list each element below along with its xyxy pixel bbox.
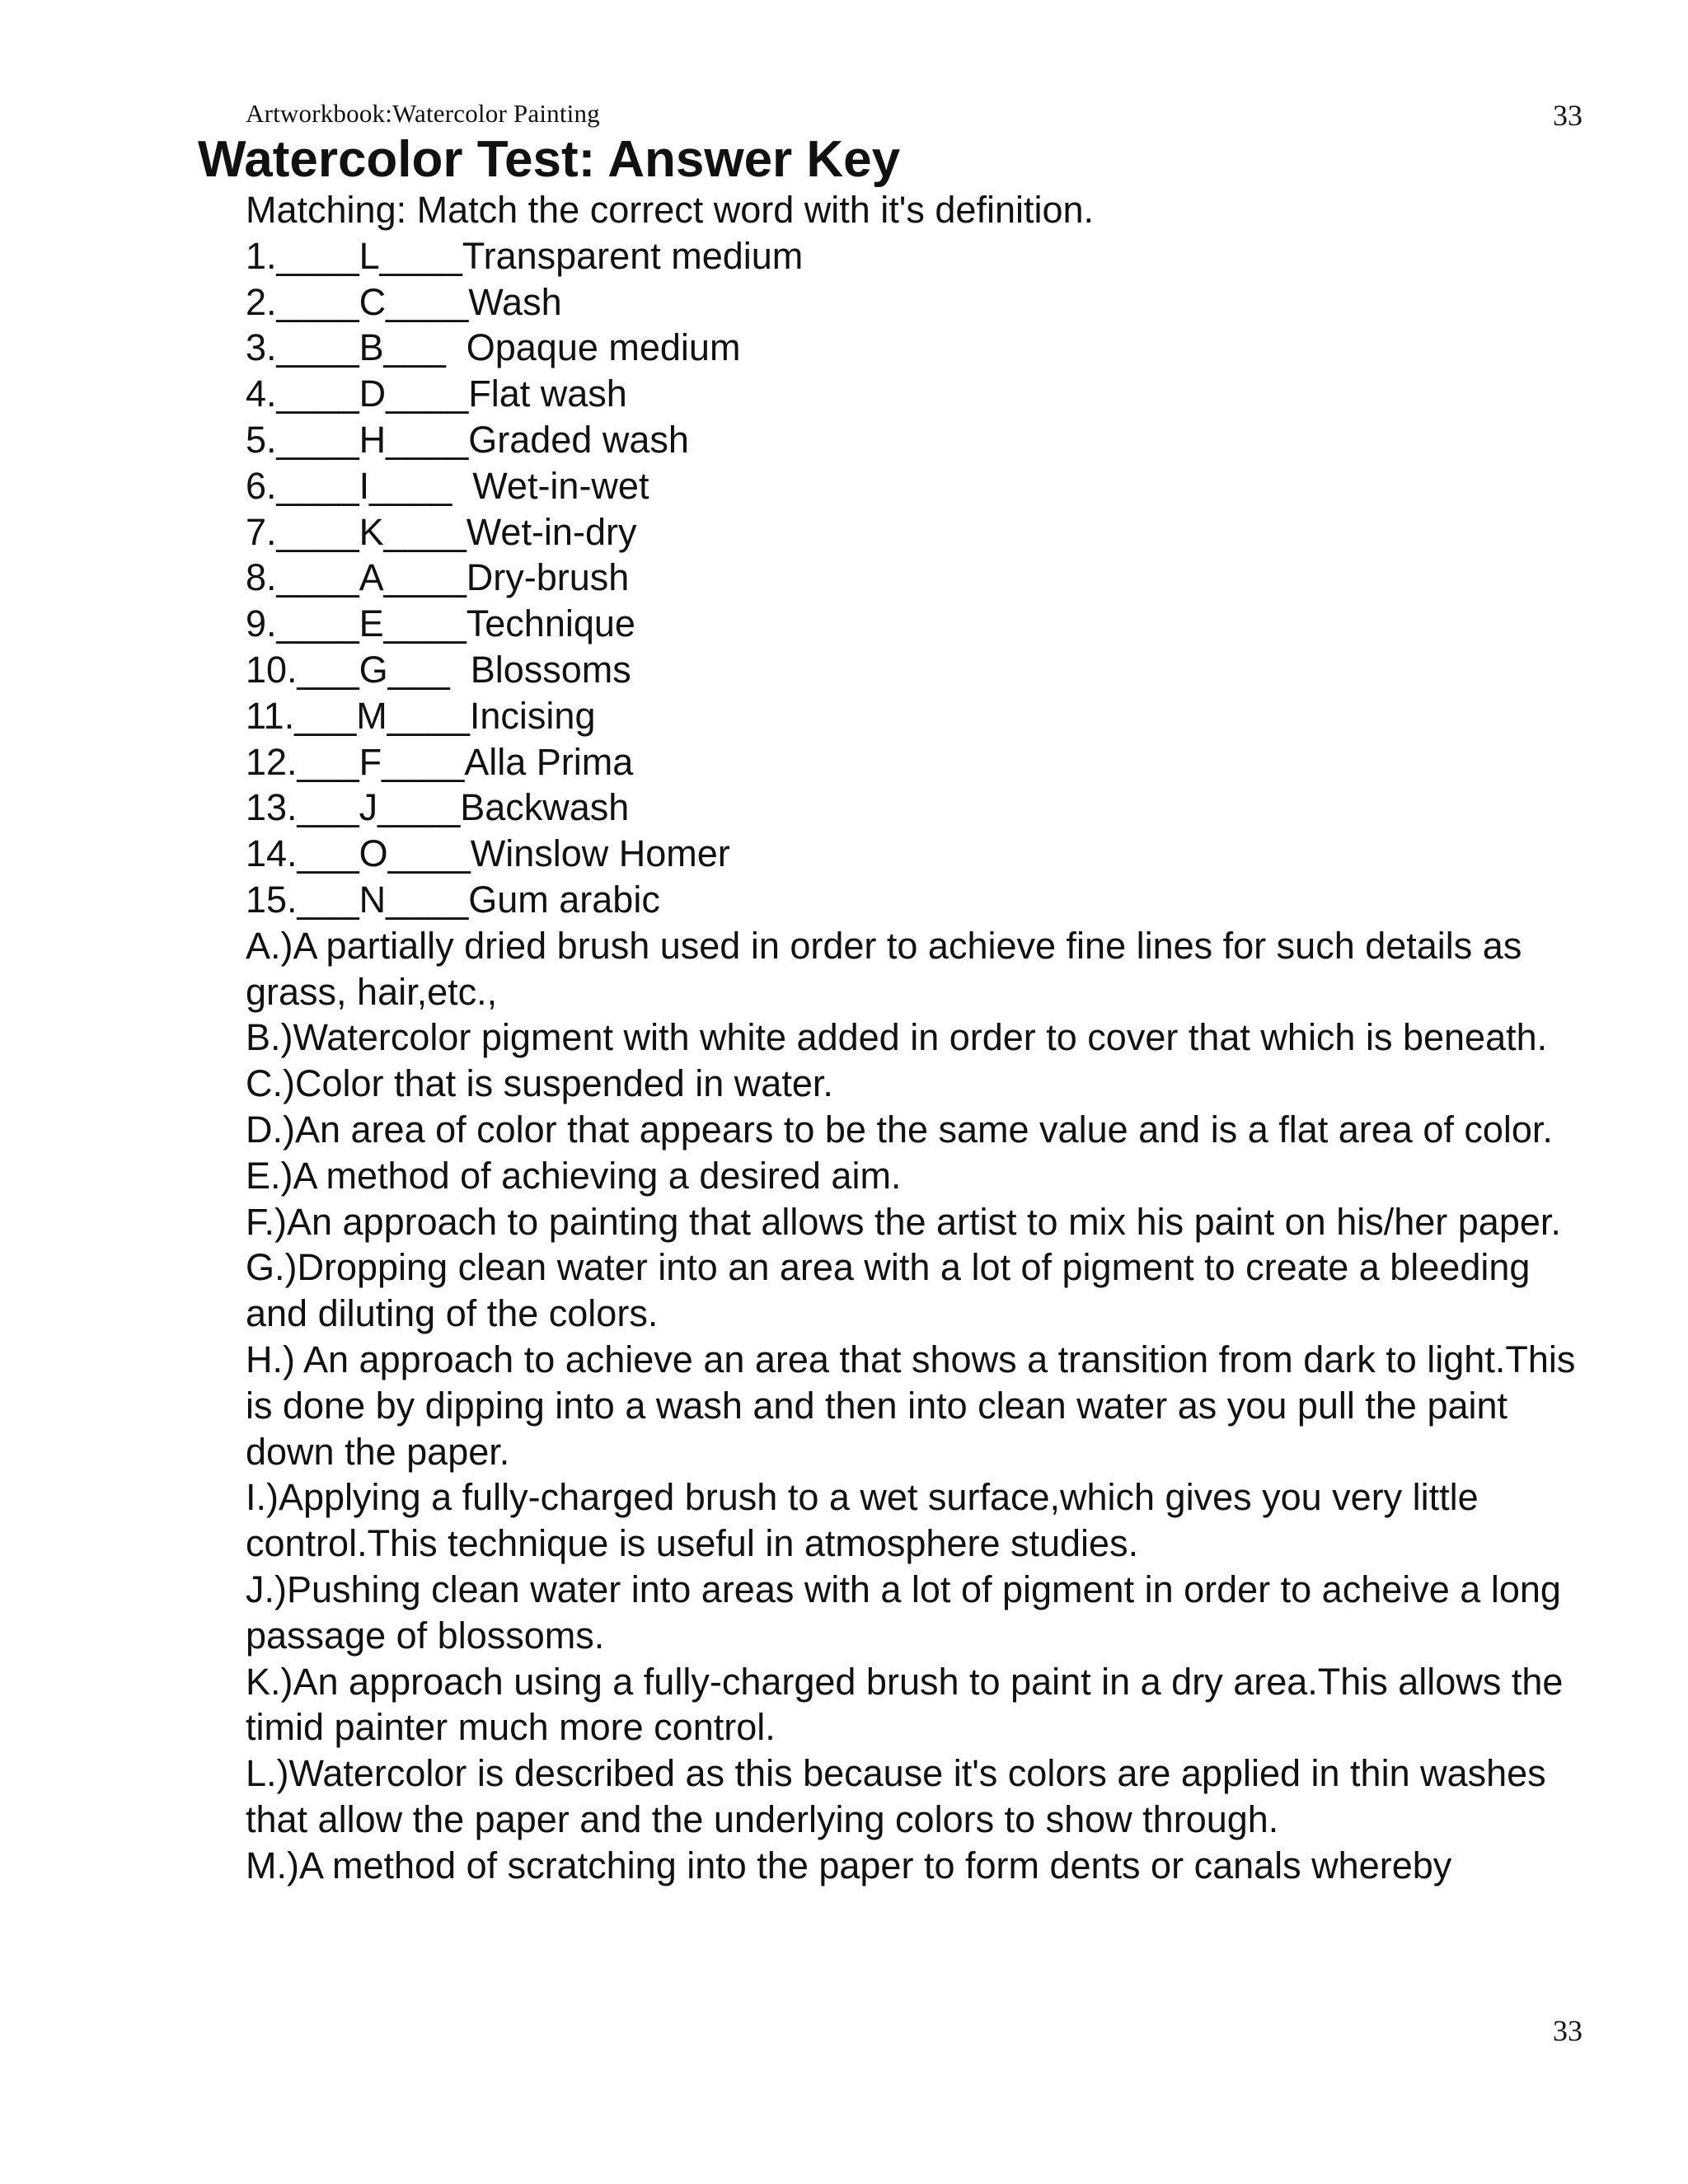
definition-item: M.)A method of scratching into the paper to form dents or canals whereby	[246, 1844, 1452, 1886]
answer-item: 3.____B___ Opaque medium	[246, 326, 741, 369]
page-number-bottom: 33	[1553, 2014, 1582, 2047]
running-header: Artworkbook:Watercolor Painting	[246, 99, 600, 128]
answer-item: 15.___N____Gum arabic	[246, 878, 660, 921]
answer-item: 14.___O____Winslow Homer	[246, 832, 730, 875]
answer-key-content	[246, 187, 1581, 1888]
page-number-top: 33	[1553, 99, 1582, 132]
answer-item: 12.___F____Alla Prima	[246, 740, 634, 783]
definition-item: L.)Watercolor is described as this because it's colors are applied in thin washes that allow the paper and the underlying colors to show through.	[246, 1752, 1546, 1840]
answer-item: 6.____I____ Wet-in-wet	[246, 464, 649, 507]
answer-item: 2.____C____Wash	[246, 280, 562, 323]
page-title: Watercolor Test: Answer Key	[198, 131, 901, 188]
instructions: Matching: Match the correct word with it's definition.	[246, 189, 1095, 231]
answer-item: 13.___J____Backwash	[246, 786, 630, 829]
answer-item: 1.____L____Transparent medium	[246, 234, 804, 277]
answer-item: 4.____D____Flat wash	[246, 373, 627, 415]
answer-item: 8.____A____Dry-brush	[246, 556, 630, 599]
definition-item: B.)Watercolor pigment with white added in order to cover that which is beneath.	[246, 1016, 1548, 1059]
definition-item: I.)Applying a fully-charged brush to a wet surface,which gives you very little control.This technique is useful in atmosphere studies.	[246, 1476, 1479, 1565]
answer-item: 5.____H____Graded wash	[246, 418, 689, 461]
definition-item: C.)Color that is suspended in water.	[246, 1062, 833, 1105]
answer-list	[246, 233, 1581, 923]
answer-item: 11.___M____Incising	[246, 694, 596, 737]
answer-item: 9.____E____Technique	[246, 602, 635, 645]
definition-item: F.)An approach to painting that allows the artist to mix his paint on his/her paper.	[246, 1200, 1561, 1243]
definition-item: E.)A method of achieving a desired aim.	[246, 1154, 902, 1197]
definition-item: G.)Dropping clean water into an area with a lot of pigment to create a bleeding and diluting of the colors.	[246, 1246, 1531, 1335]
definition-item: D.)An area of color that appears to be the same value and is a flat area of color.	[246, 1108, 1553, 1151]
definition-item: A.)A partially dried brush used in order to achieve fine lines for such details as grass, hair,etc.,	[246, 924, 1522, 1013]
definition-item: K.)An approach using a fully-charged brush to paint in a dry area.This allows the timid painter much more control.	[246, 1660, 1564, 1749]
definition-item: J.)Pushing clean water into areas with a lot of pigment in order to acheive a long passage of blossoms.	[246, 1568, 1561, 1657]
answer-item: 7.____K____Wet-in-dry	[246, 510, 637, 553]
definition-item: H.) An approach to achieve an area that shows a transition from dark to light.This is done by dipping into a wash and then into clean water as you pull the paint down the paper.	[246, 1338, 1576, 1473]
answer-item: 10.___G___ Blossoms	[246, 648, 631, 691]
definition-list	[246, 923, 1581, 1889]
